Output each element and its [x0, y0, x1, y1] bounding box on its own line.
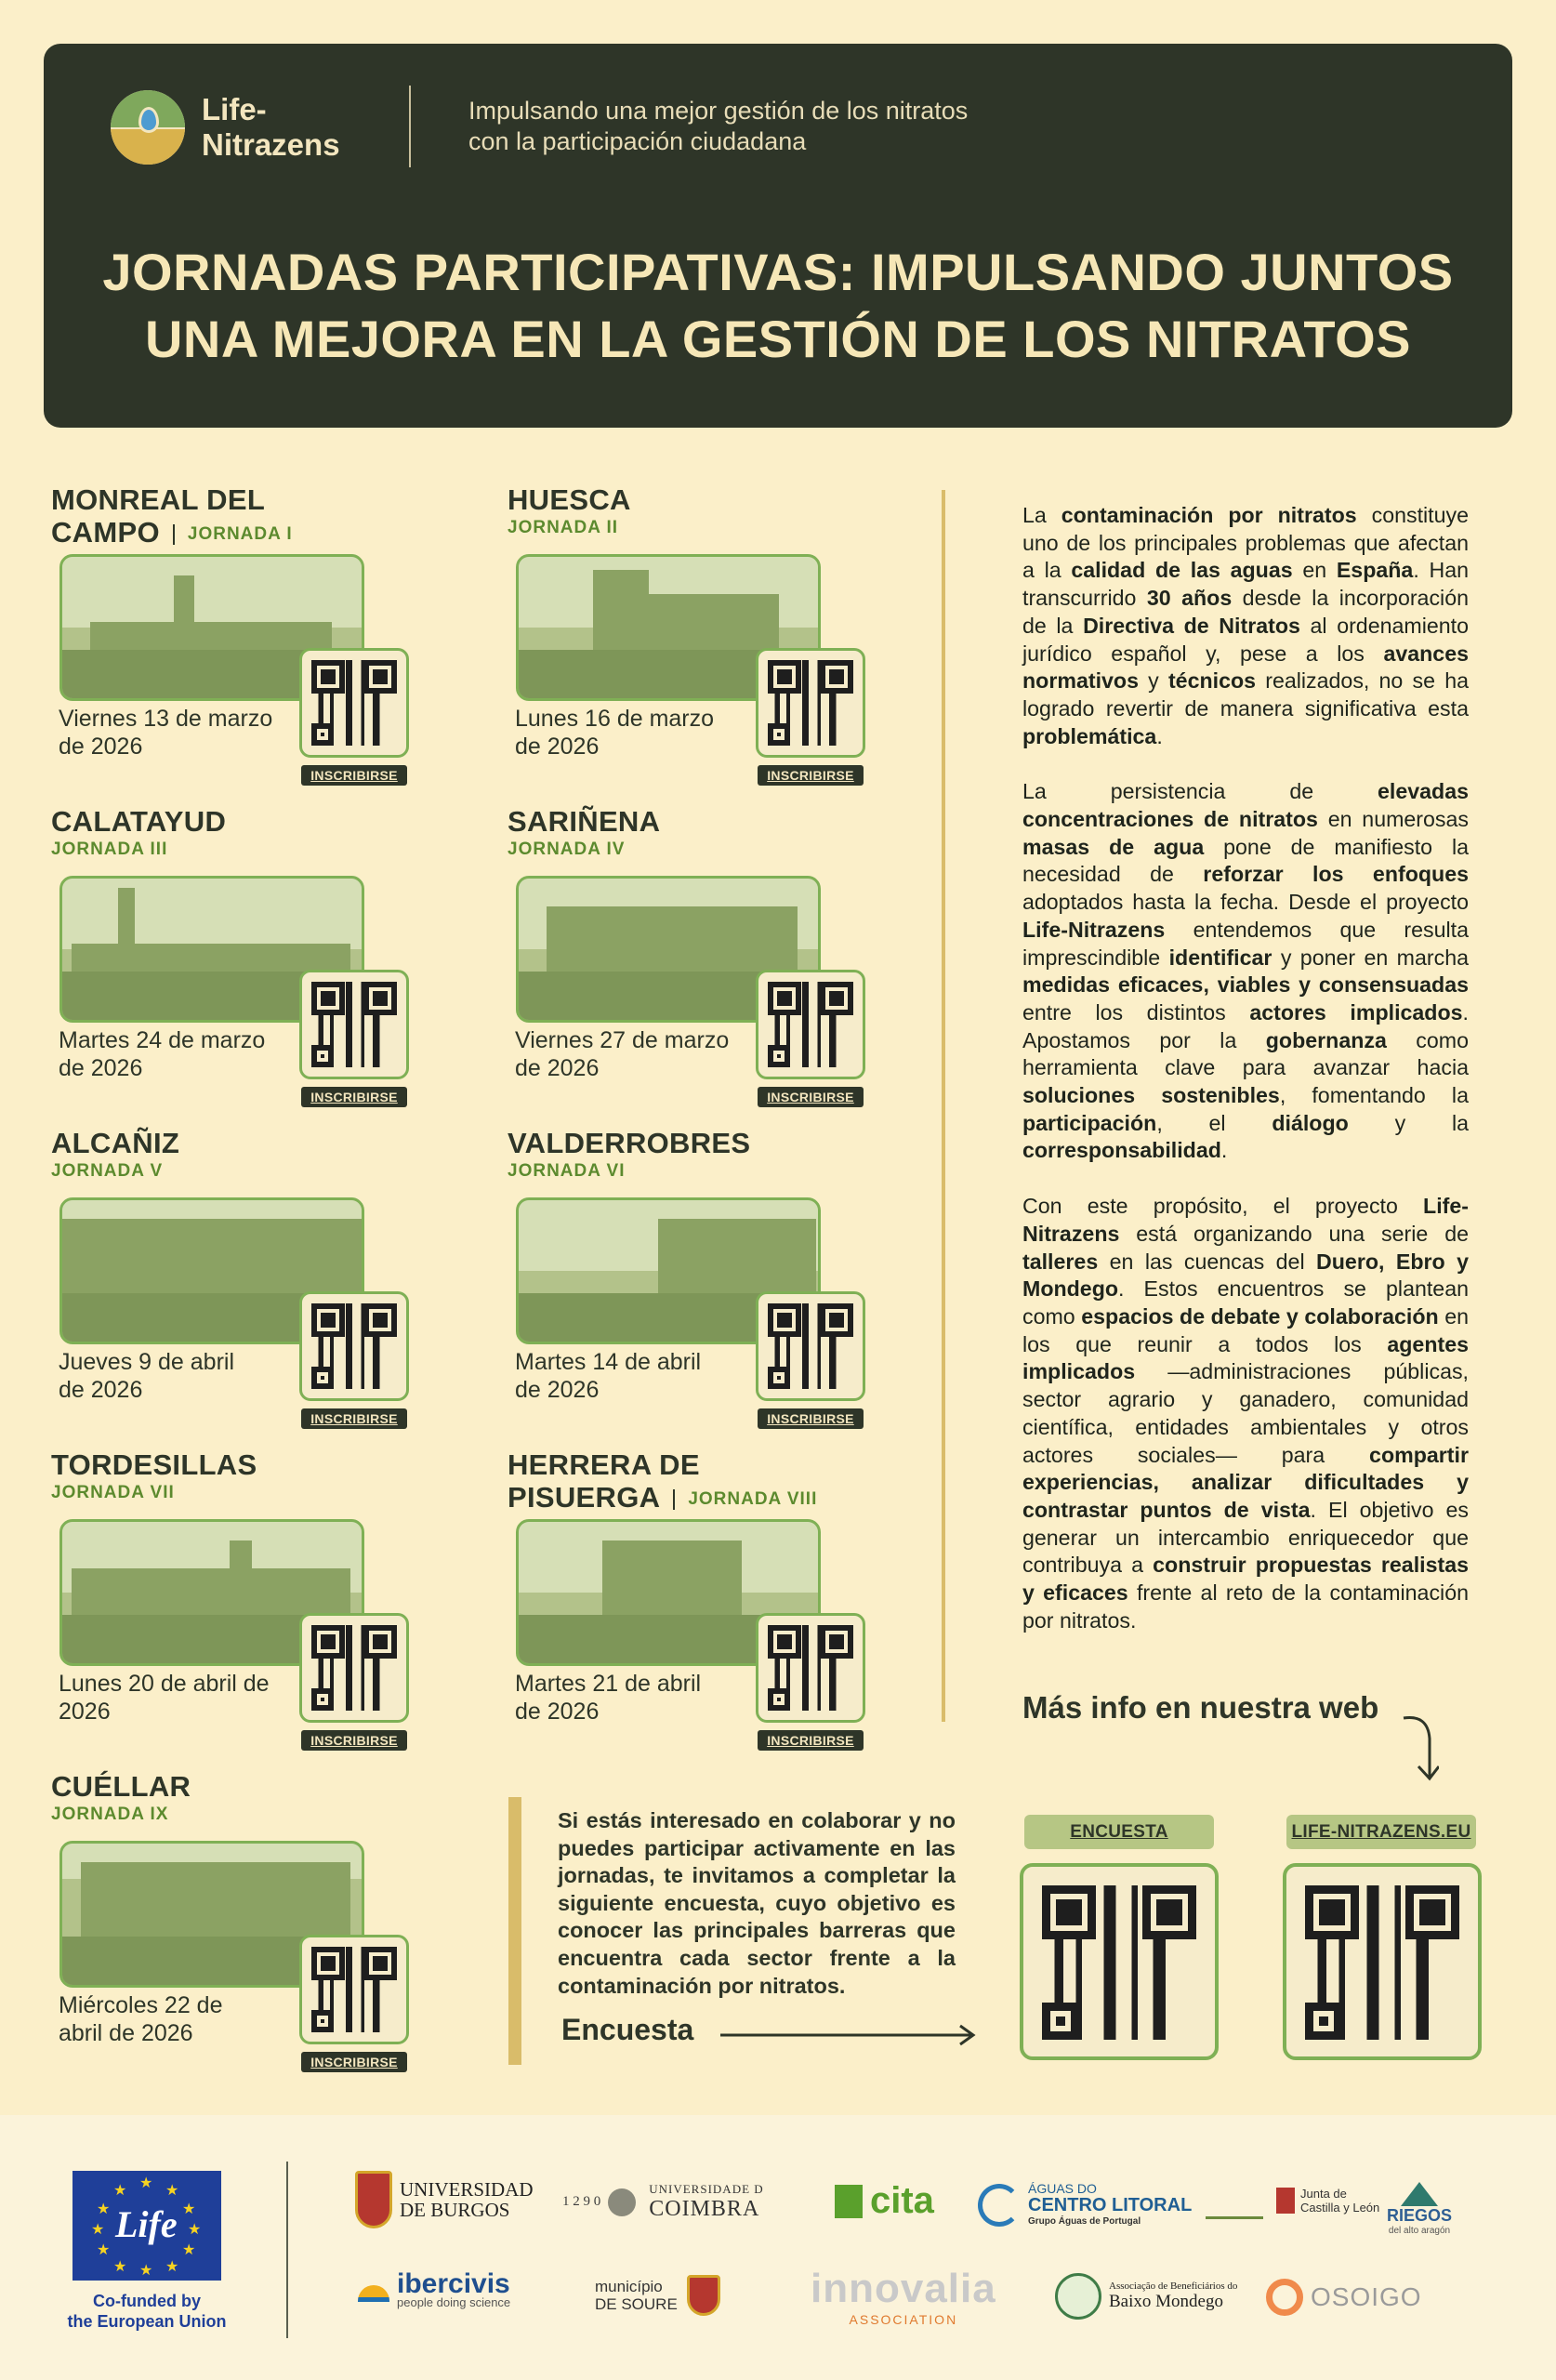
event-date — [515, 1670, 766, 1726]
qr-code[interactable] — [299, 970, 409, 1079]
page-title — [44, 239, 1512, 373]
event-city-line2: PISUERGA — [508, 1481, 661, 1514]
coimbra-name-line1: UNIVERSIDADE D — [649, 2182, 764, 2196]
event-jornada: JORNADA I — [173, 524, 293, 545]
event-jornada: JORNADA II — [508, 518, 619, 537]
tagline — [468, 96, 1119, 157]
event-date-line1: Martes 14 de abril — [515, 1349, 702, 1375]
survey-accent-bar — [508, 1797, 521, 2065]
osoigo-name: OSOIGO — [1311, 2282, 1422, 2311]
event-date — [515, 1026, 766, 1082]
logo-icon — [111, 90, 185, 165]
riegos-mountain-icon — [1401, 2182, 1438, 2206]
eu-caption — [54, 2291, 240, 2332]
qr-code[interactable] — [756, 648, 865, 758]
partner-ibercivis — [358, 2268, 511, 2312]
coimbra-seal-icon — [608, 2188, 636, 2216]
eu-caption-line2: the European Union — [67, 2312, 227, 2331]
event-date-line2: de 2026 — [59, 1055, 143, 1081]
event-card-sarinena — [508, 805, 916, 1121]
aguas-name-line2: CENTRO LITORAL — [1028, 2195, 1193, 2215]
partner-baixo-mondego — [1055, 2273, 1237, 2320]
qr-code[interactable] — [756, 1613, 865, 1723]
website-qr-code[interactable] — [1283, 1863, 1482, 2060]
baixo-name-line1: Associação de Beneficiários do — [1109, 2281, 1238, 2292]
register-button[interactable]: INSCRIBIRSE — [758, 1408, 864, 1429]
intro-text — [1022, 502, 1469, 1662]
qr-code[interactable] — [756, 970, 865, 1079]
innovalia-name: innovalia — [811, 2266, 996, 2311]
event-jornada: JORNADA IX — [51, 1805, 169, 1824]
event-date — [59, 1026, 310, 1082]
intro-paragraph-1: La contaminación por nitratos constituye uno de los principales problemas que afectan a la calidad de las aguas en España. Han transcurrido 30 años desde la incorporación de la Directiva de Nitratos al ordenamiento jurídico español y, pese a los avances normativos y técnicos realizados, no se ha logrado revertir de manera significativa esta problemática. — [1022, 503, 1470, 748]
qr-code[interactable] — [299, 1613, 409, 1723]
header-divider — [409, 86, 411, 167]
event-city-line2: CAMPO — [51, 516, 160, 549]
event-date-line2: de 2026 — [515, 1377, 600, 1403]
event-card-tordesillas — [51, 1448, 460, 1765]
qr-code[interactable] — [299, 648, 409, 758]
footer-divider — [286, 2162, 288, 2338]
logo-text-line2: Nitrazens — [202, 127, 340, 162]
event-city: HERRERA DE — [508, 1448, 700, 1481]
event-card-monreal — [51, 483, 460, 800]
register-button[interactable]: INSCRIBIRSE — [301, 2052, 407, 2072]
cita-icon — [835, 2185, 863, 2218]
partner-universidad-burgos — [355, 2171, 534, 2228]
event-jornada: JORNADA VII — [51, 1483, 175, 1502]
event-date-line1: Lunes 20 de abril de — [59, 1671, 270, 1697]
footer — [0, 2115, 1556, 2380]
event-date-line2: de 2026 — [59, 1377, 143, 1403]
hydro-emblem-icon — [1206, 2182, 1263, 2219]
riegos-subtitle: del alto aragón — [1388, 2226, 1451, 2236]
event-city: HUESCA — [508, 483, 631, 516]
arrow-right-icon — [720, 2021, 977, 2049]
partner-junta-castilla-leon — [1206, 2182, 1379, 2219]
innovalia-subtitle: ASSOCIATION — [849, 2312, 958, 2327]
partner-riegos-alto-aragon — [1387, 2182, 1452, 2236]
coimbra-year: 1 2 9 0 — [562, 2194, 601, 2209]
cita-name: cita — [870, 2180, 934, 2221]
event-card-valderrobres — [508, 1127, 916, 1443]
partner-innovalia — [811, 2266, 996, 2327]
event-date-line1: Lunes 16 de marzo — [515, 706, 715, 732]
partner-municipio-soure — [595, 2275, 728, 2316]
event-jornada: JORNADA IV — [508, 840, 626, 859]
register-button[interactable]: INSCRIBIRSE — [301, 1087, 407, 1107]
survey-link[interactable]: Encuesta — [561, 2013, 694, 2046]
event-city: CUÉLLAR — [51, 1770, 191, 1803]
ibercivis-icon — [358, 2285, 389, 2302]
event-date-line2: de 2026 — [59, 734, 143, 760]
burgos-name-line2: DE BURGOS — [400, 2199, 510, 2221]
riegos-name: RIEGOS — [1387, 2206, 1453, 2225]
register-button[interactable]: INSCRIBIRSE — [758, 1087, 864, 1107]
qr-code[interactable] — [299, 1935, 409, 2044]
life-nitrazens-logo — [111, 90, 340, 165]
more-info-heading: Más info en nuestra web — [1022, 1690, 1379, 1725]
event-date-line2: 2026 — [59, 1699, 111, 1725]
event-city: TORDESILLAS — [51, 1448, 257, 1481]
event-card-huesca — [508, 483, 916, 800]
event-date — [59, 705, 310, 760]
event-jornada: JORNADA III — [51, 840, 168, 859]
title-line2: UNA MEJORA EN LA GESTIÓN DE LOS NITRATOS — [144, 310, 1411, 368]
register-button[interactable]: INSCRIBIRSE — [758, 765, 864, 786]
event-card-cuellar — [51, 1770, 460, 2086]
burgos-shield-icon — [355, 2171, 392, 2228]
coimbra-name-line2: COIMBRA — [649, 2197, 760, 2221]
event-date-line2: de 2026 — [515, 1055, 600, 1081]
tagline-line2: con la participación ciudadana — [468, 127, 807, 155]
event-card-calatayud — [51, 805, 460, 1121]
junta-name-line1: Junta de — [1300, 2187, 1347, 2201]
event-jornada: JORNADA VI — [508, 1161, 626, 1181]
website-qr-label[interactable]: LIFE-NITRAZENS.EU — [1286, 1815, 1476, 1849]
arrow-down-icon — [1402, 1711, 1439, 1781]
survey-qr-label[interactable]: ENCUESTA — [1024, 1815, 1214, 1849]
tagline-line1: Impulsando una mejor gestión de los nitratos — [468, 97, 969, 125]
event-date — [515, 1348, 766, 1404]
burgos-name-line1: UNIVERSIDAD — [400, 2178, 534, 2201]
event-jornada: JORNADA VIII — [673, 1489, 817, 1510]
event-card-herrera — [508, 1448, 916, 1765]
title-line1: JORNADAS PARTICIPATIVAS: IMPULSANDO JUNTOS — [102, 243, 1454, 301]
baixo-name-line2: Baixo Mondego — [1109, 2292, 1223, 2311]
intro-paragraph-3: Con este propósito, el proyecto Life-Nitrazens está organizando una serie de talleres en las cuencas del Duero, Ebro y Mondego. Estos encuentros se plantean como espacios de debate y colaboración en los que reunir a todos los agentes implicados —administraciones públicas, sector agrario y ganadero, comunidad científica, entidades ambientales y otros actores sociales— para compartir experiencias, analizar dificultades y contrastar puntos de vista. El objetivo es generar un intercambio enriquecedor que contribuya a construir propuestas realistas y eficaces frente al reto de la contaminación por nitratos. — [1022, 1194, 1469, 1633]
partner-osoigo — [1266, 2279, 1422, 2316]
soure-name-line2: DE SOURE — [595, 2295, 678, 2313]
soure-crest-icon — [687, 2275, 720, 2316]
eu-caption-line1: Co-funded by — [93, 2292, 201, 2310]
event-city: CALATAYUD — [51, 805, 227, 838]
junta-name-line2: Castilla y León — [1300, 2201, 1380, 2215]
event-date — [515, 705, 766, 760]
event-date-line2: de 2026 — [515, 734, 600, 760]
event-date — [59, 1991, 310, 2047]
event-date-line1: Miércoles 22 de — [59, 1992, 223, 2018]
event-jornada: JORNADA V — [51, 1161, 164, 1181]
event-date-line1: Viernes 27 de marzo — [515, 1027, 730, 1053]
event-date-line1: Viernes 13 de marzo — [59, 706, 273, 732]
baixo-mondego-icon — [1055, 2273, 1101, 2320]
event-city: MONREAL DEL — [51, 483, 266, 516]
event-date-line1: Martes 24 de marzo — [59, 1027, 266, 1053]
register-button[interactable]: INSCRIBIRSE — [301, 1730, 407, 1751]
ibercivis-tagline: people doing science — [397, 2295, 511, 2309]
event-date — [59, 1348, 310, 1404]
event-date-line1: Martes 21 de abril — [515, 1671, 702, 1697]
logo-text-line1: Life- — [202, 92, 267, 126]
event-date-line1: Jueves 9 de abril — [59, 1349, 235, 1375]
aguas-name-line1: ÁGUAS DO — [1028, 2181, 1097, 2196]
register-button[interactable]: INSCRIBIRSE — [301, 765, 407, 786]
survey-qr-code[interactable] — [1020, 1863, 1219, 2060]
aguas-name-line3: Grupo Águas de Portugal — [1028, 2216, 1141, 2227]
osoigo-icon — [1266, 2279, 1303, 2316]
event-date-line2: abril de 2026 — [59, 2020, 193, 2046]
eu-flag-logo: ★ ★ ★ ★ ★ ★ ★ ★ ★ ★ ★ ★ Life — [73, 2171, 221, 2281]
survey-text: Si estás interesado en colaborar y no puedes participar activamente en las jornadas, te invitamos a completar la siguiente encuesta, cuyo objetivo es conocer las principales barreras que encuentra cada sector frente a la contaminación por nitratos. — [558, 1808, 956, 1998]
life-logo-text: Life — [115, 2203, 178, 2245]
partner-universidade-coimbra — [562, 2182, 764, 2222]
partner-aguas-centro-litoral — [978, 2180, 1192, 2230]
event-city: VALDERROBRES — [508, 1127, 751, 1159]
ibercivis-name: ibercivis — [397, 2268, 510, 2299]
qr-code[interactable] — [756, 1291, 865, 1401]
register-button[interactable]: INSCRIBIRSE — [758, 1730, 864, 1751]
partner-cita — [835, 2180, 934, 2222]
qr-code[interactable] — [299, 1291, 409, 1401]
soure-name-line1: município — [595, 2278, 663, 2295]
event-city: SARIÑENA — [508, 805, 661, 838]
register-button[interactable]: INSCRIBIRSE — [301, 1408, 407, 1429]
event-card-alcaniz — [51, 1127, 460, 1443]
aguas-wave-icon — [978, 2184, 1021, 2227]
intro-paragraph-2: La persistencia de elevadas concentraciones de nitratos en numerosas masas de agua pone de manifiesto la necesidad de reforzar los enfoques adoptados hasta la fecha. Desde el proyecto Life-Nitrazens entendemos que resulta imprescindible identificar y poner en marcha medidas eficaces, viables y consensuadas entre los distintos actores implicados. Apostamos por la gobernanza como herramienta clave para avanzar hacia soluciones sostenibles, fomentando la participación, el diálogo y la corresponsabilidad. — [1022, 779, 1469, 1163]
column-divider — [942, 490, 945, 1722]
event-date-line2: de 2026 — [515, 1699, 600, 1725]
junta-shield-icon — [1276, 2188, 1295, 2214]
event-date — [59, 1670, 310, 1726]
header-banner — [44, 44, 1512, 428]
event-city: ALCAÑIZ — [51, 1127, 180, 1159]
